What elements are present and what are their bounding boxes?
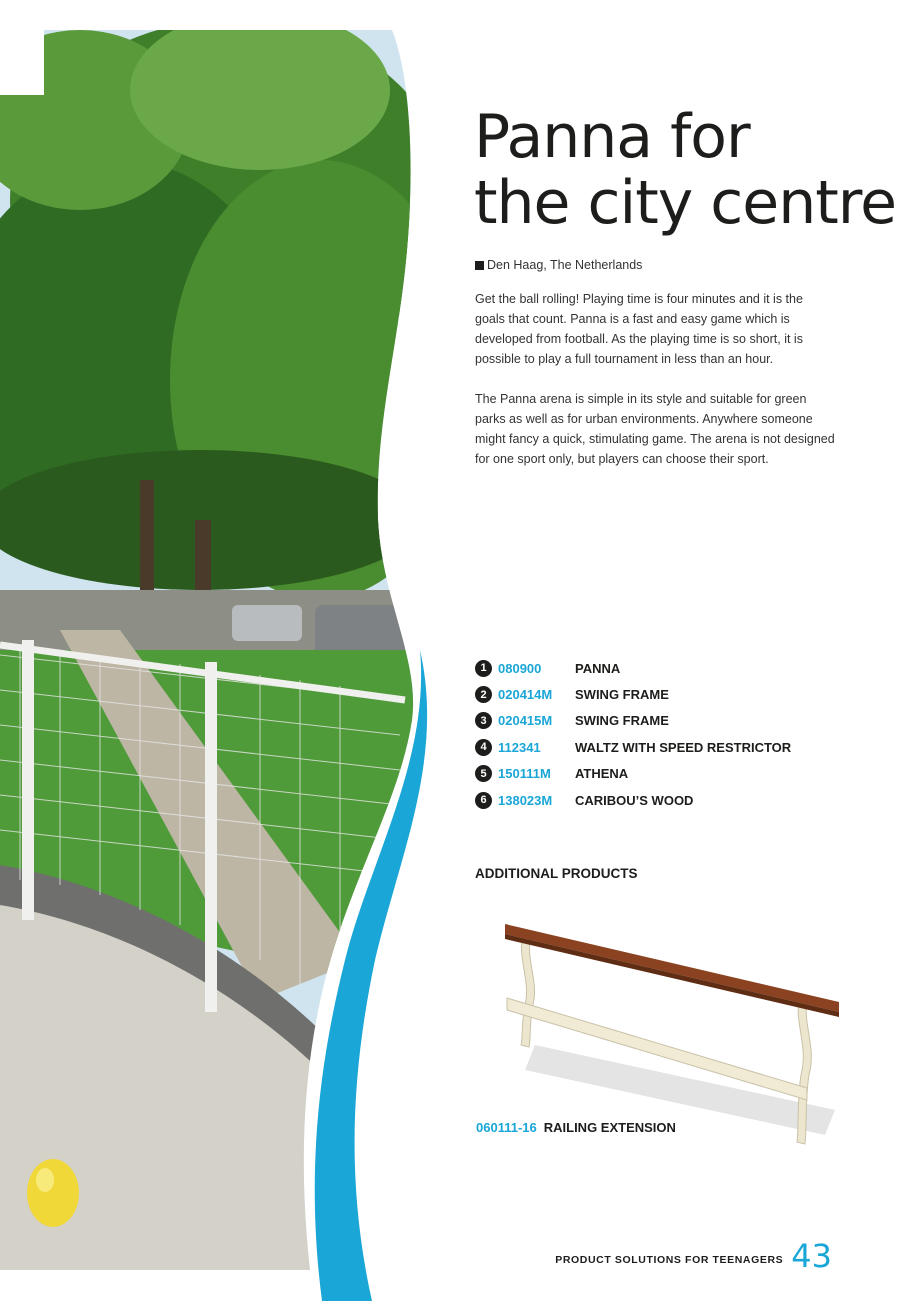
product-code: 020414M	[498, 687, 553, 703]
product-list	[475, 655, 791, 813]
product-item	[475, 681, 791, 707]
railing-image	[495, 910, 855, 1155]
product-name: WALTZ WITH SPEED RESTRICTOR	[575, 739, 792, 755]
title-line-1: Panna for	[474, 102, 750, 172]
title-line-2: the city centre	[474, 168, 897, 238]
number-badge: 1	[475, 660, 492, 677]
product-item	[475, 708, 791, 734]
product-item	[475, 761, 791, 787]
location-text: Den Haag, The Netherlands	[487, 258, 643, 272]
number-badge: 3	[475, 712, 492, 729]
description-paragraph: The Panna arena is simple in its style and suitable for green parks as well as for urban environments. Anywhere someone might fancy a quick, stimulating game. The arena is not designed for one sport only, but players can choose their sport.	[475, 392, 835, 466]
product-code: 060111-16	[476, 1120, 537, 1135]
product-item	[475, 787, 791, 813]
footer-text: PRODUCT SOLUTIONS FOR TEENAGERS	[555, 1254, 784, 1266]
page-footer	[555, 1237, 832, 1275]
product-name: CARIBOU’S WOOD	[575, 792, 694, 808]
product-name: SWING FRAME	[575, 687, 669, 703]
square-bullet-icon	[475, 261, 484, 270]
product-name: PANNA	[575, 660, 621, 676]
product-name: RAILING EXTENSION	[543, 1120, 676, 1135]
additional-products-heading: ADDITIONAL PRODUCTS	[475, 866, 638, 881]
page-title	[474, 104, 896, 236]
product-name: SWING FRAME	[575, 713, 669, 729]
product-code: 020415M	[498, 713, 553, 729]
location-caption	[475, 258, 642, 272]
railing-caption	[476, 1120, 676, 1135]
product-code: 080900	[498, 660, 542, 676]
number-badge: 6	[475, 792, 492, 809]
number-badge: 4	[475, 739, 492, 756]
product-item	[475, 655, 791, 681]
product-code: 138023M	[498, 792, 553, 808]
number-badge: 2	[475, 686, 492, 703]
product-item	[475, 734, 791, 760]
page-number: 43	[791, 1237, 832, 1275]
number-badge: 5	[475, 765, 492, 782]
product-code: 112341	[498, 739, 541, 755]
intro-paragraph: Get the ball rolling! Playing time is four minutes and it is the goals that count. Panna is a fast and easy game which is developed from football. As the playing time is so short, it is possible to play a full tournament in less than an hour.	[475, 292, 803, 366]
product-name: ATHENA	[575, 766, 629, 782]
product-code: 150111M	[498, 766, 551, 782]
